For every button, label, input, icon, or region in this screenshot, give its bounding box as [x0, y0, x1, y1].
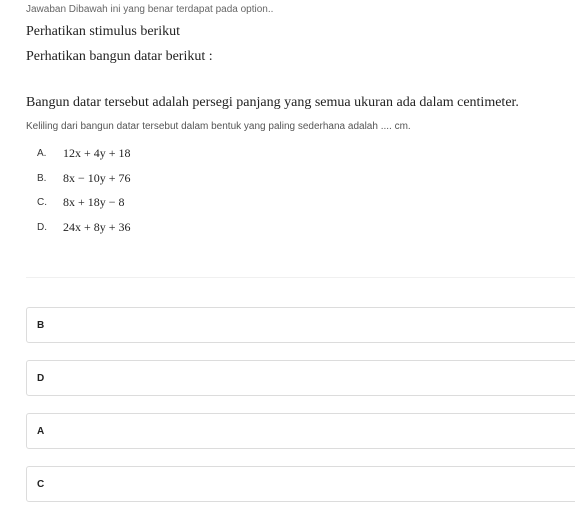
answer-label: C — [37, 478, 45, 490]
answer-choice-c[interactable] — [26, 466, 575, 502]
stimulus-heading: Perhatikan stimulus berikut — [26, 24, 180, 39]
answer-choice-a[interactable] — [26, 413, 575, 449]
option-letter: C. — [37, 196, 47, 208]
option-b — [37, 170, 131, 186]
shape-description: Bangun datar tersebut adalah persegi panjang yang semua ukuran ada dalam centimeter. — [26, 95, 519, 110]
option-c — [37, 194, 125, 210]
instruction-text: Jawaban Dibawah ini yang benar terdapat pada option.. — [26, 4, 274, 15]
option-letter: B. — [37, 172, 47, 184]
answer-choice-d[interactable] — [26, 360, 575, 396]
answer-label: B — [37, 319, 45, 331]
option-expression: 12x + 4y + 18 — [63, 145, 131, 160]
shape-prompt: Perhatikan bangun datar berikut : — [26, 49, 213, 64]
section-divider — [26, 277, 575, 278]
option-expression: 8x − 10y + 76 — [63, 170, 131, 185]
option-letter: A. — [37, 147, 47, 159]
answer-label: D — [37, 372, 45, 384]
option-a — [37, 145, 131, 161]
answer-label: A — [37, 425, 45, 437]
question-text: Keliling dari bangun datar tersebut dalam bentuk yang paling sederhana adalah .... cm. — [26, 121, 411, 132]
option-expression: 8x + 18y − 8 — [63, 194, 125, 209]
answer-choice-b[interactable] — [26, 307, 575, 343]
option-letter: D. — [37, 221, 47, 233]
option-d — [37, 219, 131, 235]
option-expression: 24x + 8y + 36 — [63, 219, 131, 234]
